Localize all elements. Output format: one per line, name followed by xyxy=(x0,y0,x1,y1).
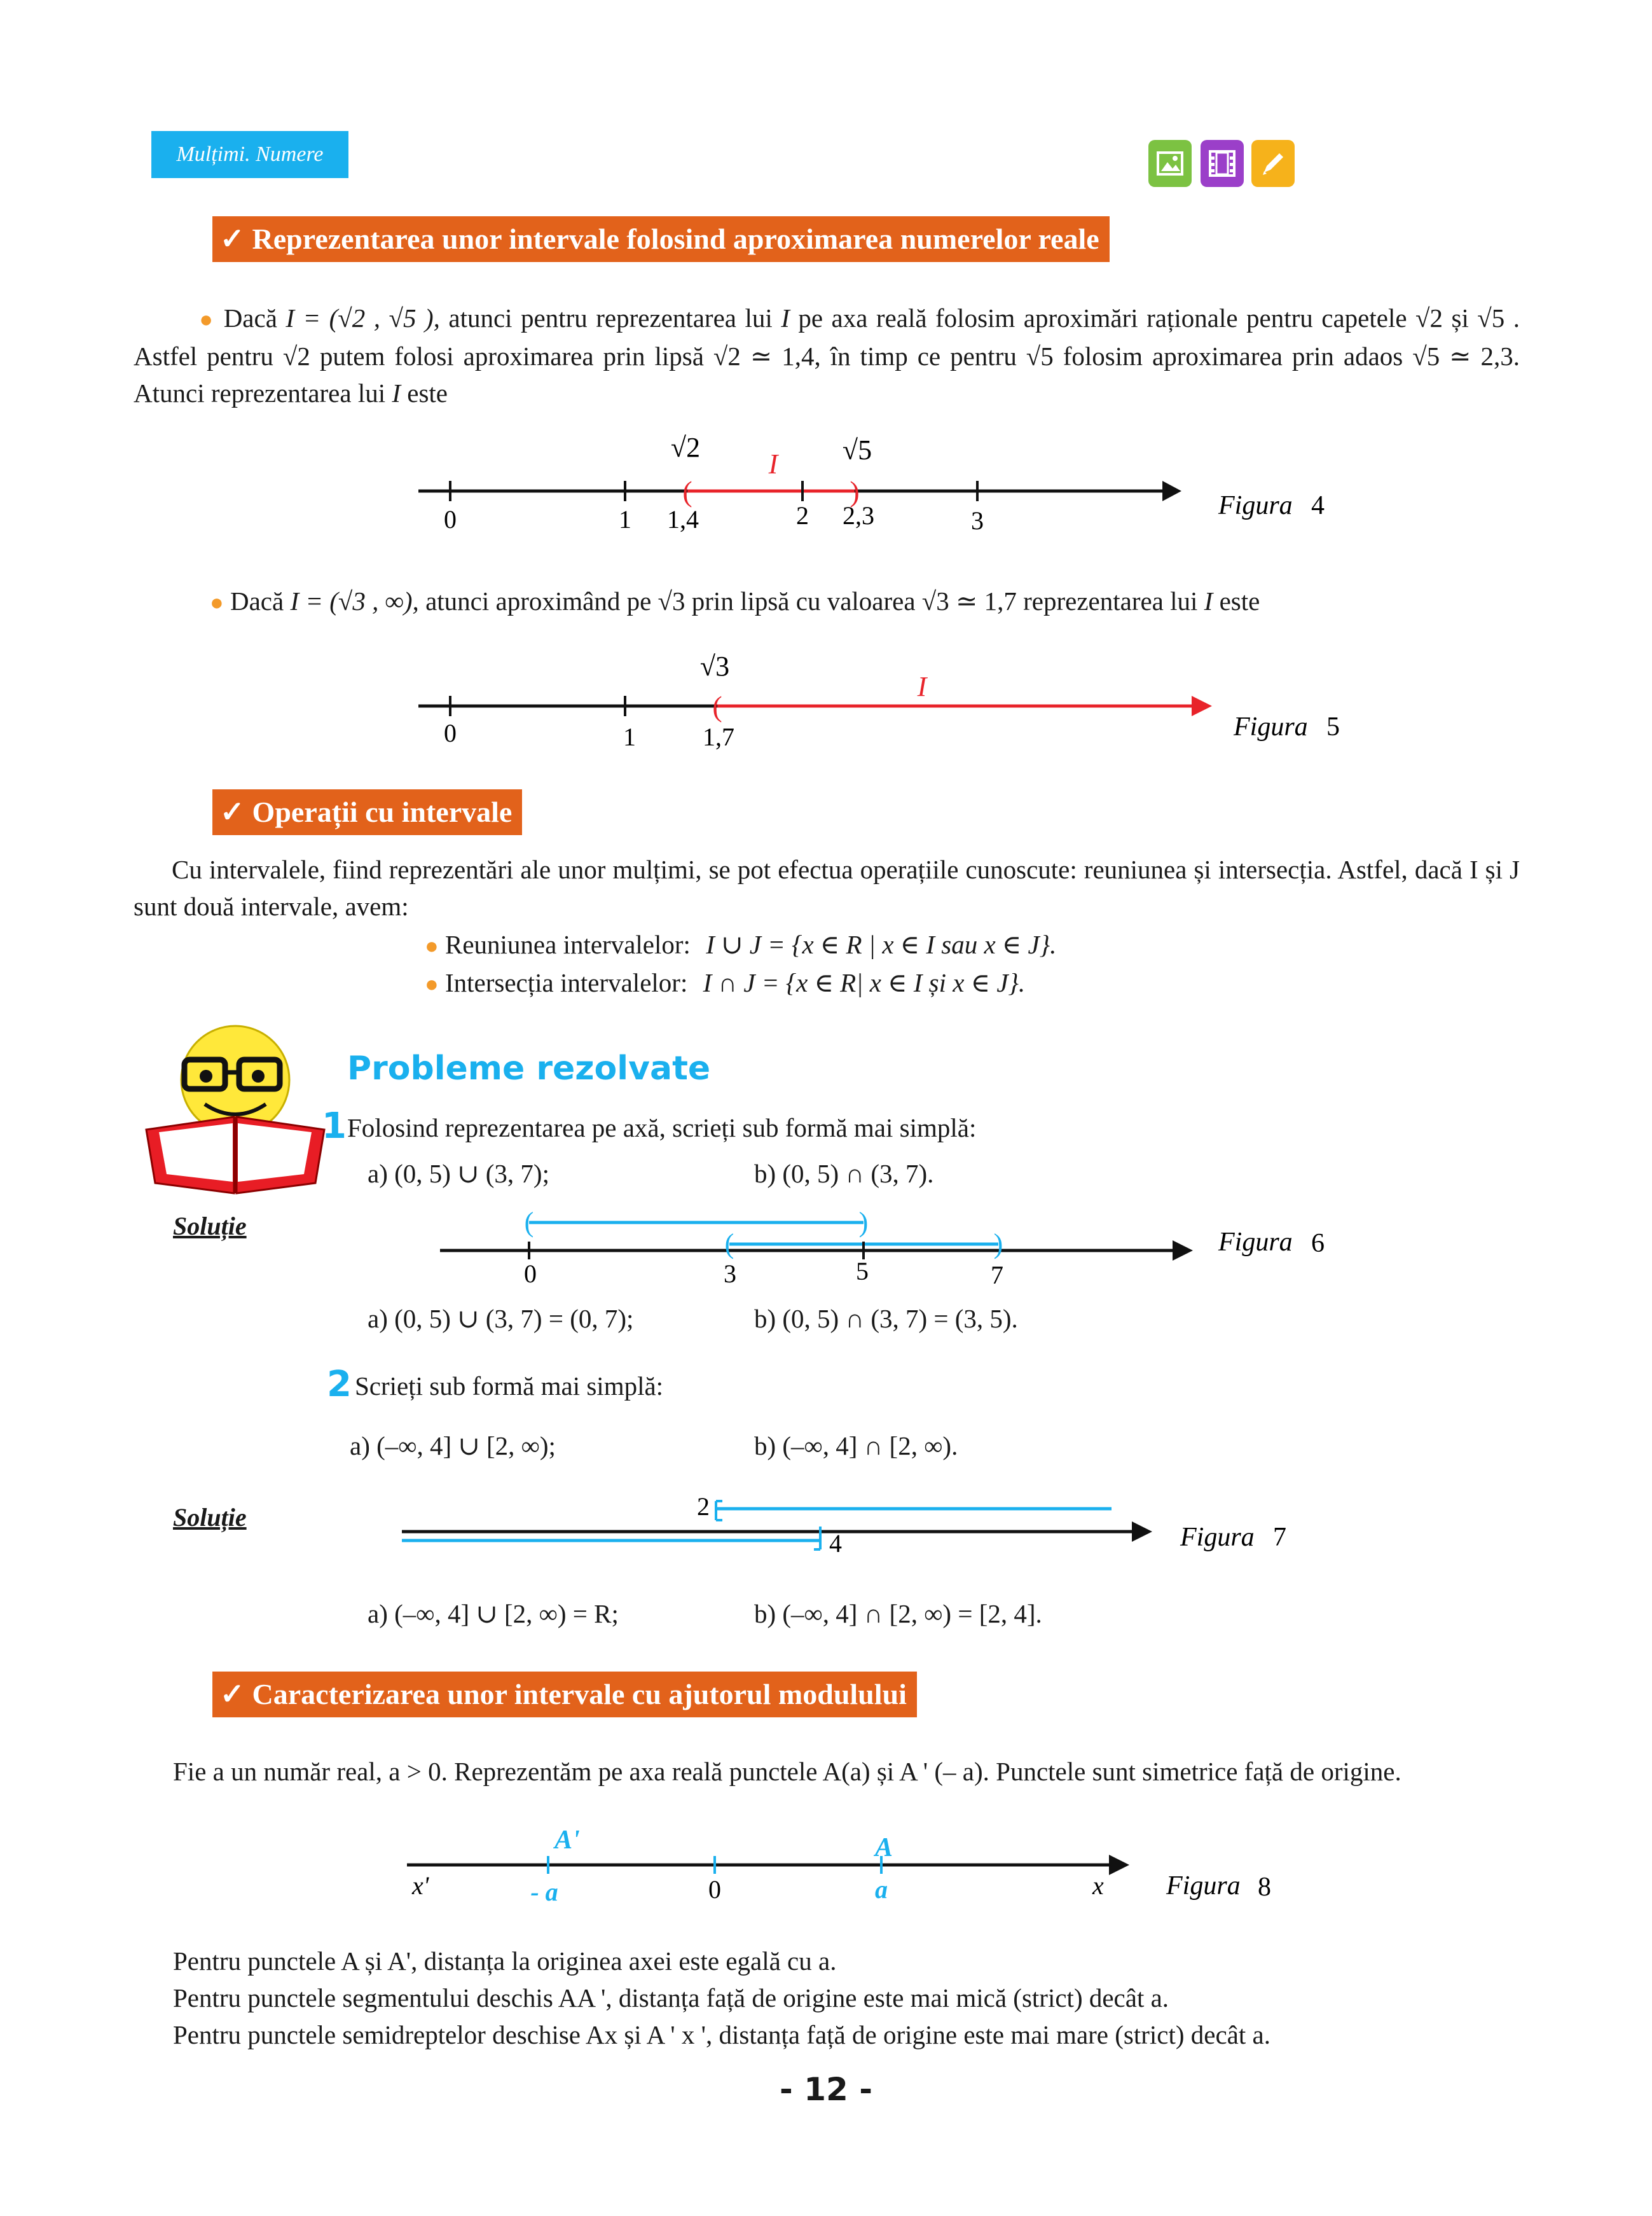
problem-2-part-a: a) (–∞, 4] ∪ [2, ∞); xyxy=(350,1431,556,1460)
figure-number: 6 xyxy=(1311,1229,1325,1258)
bullet-icon: ● xyxy=(425,971,439,997)
problem-1-part-a: a) (0, 5) ∪ (3, 7); xyxy=(368,1159,549,1188)
sqrt-label: √2 xyxy=(670,432,701,463)
chapter-label: Mulțimi. Numere xyxy=(151,131,348,178)
distance-statement-3: Pentru punctele semidreptelor deschise Ax și A ' x ', distanța față de origine este mai mare (strict) decât a. xyxy=(173,2020,1270,2049)
problem-2-answer-b: b) (–∞, 4] ∩ [2, ∞) = [2, 4]. xyxy=(754,1599,1042,1628)
figure-number: 7 xyxy=(1273,1523,1286,1552)
axis-arrow-icon xyxy=(1132,1521,1152,1542)
open-bracket-left: ( xyxy=(682,475,692,508)
tick-label: 0 xyxy=(524,1259,537,1288)
bullet-icon: ● xyxy=(425,933,439,959)
open-bracket-left: ( xyxy=(712,690,722,723)
section-heading-operations: ✓ Operații cu intervale xyxy=(212,789,522,835)
figure-caption: Figura xyxy=(1218,1228,1293,1257)
point-a-label: A xyxy=(874,1833,893,1862)
checkmark-icon: ✓ xyxy=(220,223,245,255)
figure-4-number-line xyxy=(0,420,1652,553)
svg-text:): ) xyxy=(993,1228,1003,1259)
figure-7-number-line xyxy=(0,1482,1652,1565)
tick-label: 1,7 xyxy=(703,723,734,751)
figure-caption: Figura xyxy=(1218,491,1293,520)
axis-label-x: x xyxy=(1092,1871,1104,1900)
interval-label: I xyxy=(768,448,778,480)
interval-label: I xyxy=(917,671,927,702)
sqrt-label: √3 xyxy=(699,651,730,682)
section-heading-modulus: ✓ Caracterizarea unor intervale cu ajutorul modulului xyxy=(212,1672,917,1717)
tick-label: 4 xyxy=(829,1529,842,1558)
figure-8-number-line xyxy=(0,1819,1652,1921)
problem-2-part-b: b) (–∞, 4] ∩ [2, ∞). xyxy=(754,1431,958,1460)
distance-statement-1: Pentru punctele A și A', distanța la originea axei este egală cu a. xyxy=(173,1946,837,1976)
tick-label: 2 xyxy=(697,1492,710,1521)
pencil-icon[interactable] xyxy=(1251,140,1295,187)
figure-caption: Figura xyxy=(1234,712,1308,742)
checkmark-icon: ✓ xyxy=(220,1678,245,1710)
image-icon[interactable] xyxy=(1148,140,1192,187)
tick-label: 2,3 xyxy=(843,501,874,530)
paragraph-interval-sqrt3: ● Dacă I = (√3 , ∞), atunci aproximând pe √3 prin lipsă cu valoarea √3 ≃ 1,7 reprezentarea lui I este xyxy=(210,586,1260,616)
tick-label: 5 xyxy=(856,1257,869,1285)
figure-5-number-line xyxy=(0,642,1652,770)
bullet-icon: ● xyxy=(197,307,216,332)
checkmark-icon: ✓ xyxy=(220,796,245,828)
intersection-definition: ● Intersecția intervalelor: I ∩ J = {x ∈ R| x ∈ I și x ∈ J}. xyxy=(425,968,1026,997)
section-heading-approximation: ✓ Reprezentarea unor intervale folosind aproximarea numerelor reale xyxy=(212,216,1110,262)
axis-arrow-icon xyxy=(1109,1855,1129,1875)
tick-label: 1,4 xyxy=(667,505,699,534)
paragraph-symmetric-points: Fie a un număr real, a > 0. Reprezentăm pe axa reală punctele A(a) și A ' (– a). Punctele sunt simetrice față de origine. xyxy=(173,1757,1401,1786)
problem-number: 1 xyxy=(322,1105,347,1147)
tick-label: 3 xyxy=(971,506,984,535)
bullet-icon: ● xyxy=(210,590,224,615)
tick-label: 1 xyxy=(619,505,631,534)
tick-label: 2 xyxy=(796,501,809,530)
union-definition: ● Reuniunea intervalelor: I ∪ J = {x ∈ R | x ∈ I sau x ∈ J}. xyxy=(425,930,1057,959)
ray-arrow-icon xyxy=(1192,696,1212,716)
problem-1-statement: Folosind reprezentarea pe axă, scrieți sub formă mai simplă: xyxy=(347,1113,977,1142)
problem-number: 2 xyxy=(327,1364,352,1405)
paragraph-operations: Cu intervalele, fiind reprezentări ale unor mulțimi, se pot efectua operațiile cunoscute: reuniunea și intersecția. Astfel, dacă I și J sunt două intervale, avem: xyxy=(134,855,1520,921)
figure-number: 5 xyxy=(1326,712,1340,742)
axis-label-x-prime: x' xyxy=(412,1871,429,1900)
figure-6-number-line xyxy=(0,1202,1652,1298)
figure-number: 8 xyxy=(1258,1873,1271,1902)
reading-smiley-illustration xyxy=(134,1023,337,1195)
problem-2-statement: Scrieți sub formă mai simplă: xyxy=(355,1371,664,1401)
origin-label: 0 xyxy=(708,1875,721,1904)
problem-2-answer-a: a) (–∞, 4] ∪ [2, ∞) = R; xyxy=(368,1599,619,1628)
svg-text:(: ( xyxy=(724,1228,734,1259)
figure-caption: Figura xyxy=(1180,1523,1255,1552)
figure-caption: Figura xyxy=(1166,1871,1241,1901)
axis-arrow-icon xyxy=(1173,1240,1193,1261)
problem-1-part-b: b) (0, 5) ∩ (3, 7). xyxy=(754,1159,934,1188)
problem-1-answer-a: a) (0, 5) ∪ (3, 7) = (0, 7); xyxy=(368,1304,634,1333)
tick-label: 0 xyxy=(444,505,457,534)
distance-statement-2: Pentru punctele segmentului deschis AA ', distanța față de origine este mai mică (strict) decât a. xyxy=(173,1983,1169,2012)
svg-text:(: ( xyxy=(524,1207,534,1238)
film-icon[interactable] xyxy=(1201,140,1244,187)
open-bracket-right: ) xyxy=(850,475,860,508)
tick-label: 0 xyxy=(444,719,457,747)
problem-1-answer-b: b) (0, 5) ∩ (3, 7) = (3, 5). xyxy=(754,1304,1018,1333)
point-a-prime-label: A' xyxy=(554,1825,580,1855)
svg-text:): ) xyxy=(858,1207,869,1238)
tick-label: 1 xyxy=(623,723,636,751)
a-label: a xyxy=(875,1875,888,1904)
tick-label: 7 xyxy=(991,1261,1003,1289)
page-number: - 12 - xyxy=(780,2071,872,2108)
problems-title: Probleme rezolvate xyxy=(347,1049,711,1088)
tick-label: 3 xyxy=(724,1259,736,1288)
solution-label: Soluție xyxy=(173,1503,247,1532)
solution-label: Soluție xyxy=(173,1212,247,1240)
paragraph-interval-sqrt2-sqrt5: ● Dacă I = (√2 , √5 ), atunci pentru reprezentarea lui I pe axa reală folosim aproximări raționale pentru capetele √2 și √5 . Astfel pentru √2 putem folosi aproximarea prin lipsă √2 ≃ 1,4, în timp ce pentru √5 folosim aproximarea prin adaos √5 ≃ 2,3. Atunci reprezentarea lui I este xyxy=(134,303,1520,408)
neg-a-label: - a xyxy=(530,1878,558,1906)
figure-number: 4 xyxy=(1311,491,1325,520)
axis-arrow-icon xyxy=(1162,481,1181,501)
sqrt-label: √5 xyxy=(842,434,872,466)
